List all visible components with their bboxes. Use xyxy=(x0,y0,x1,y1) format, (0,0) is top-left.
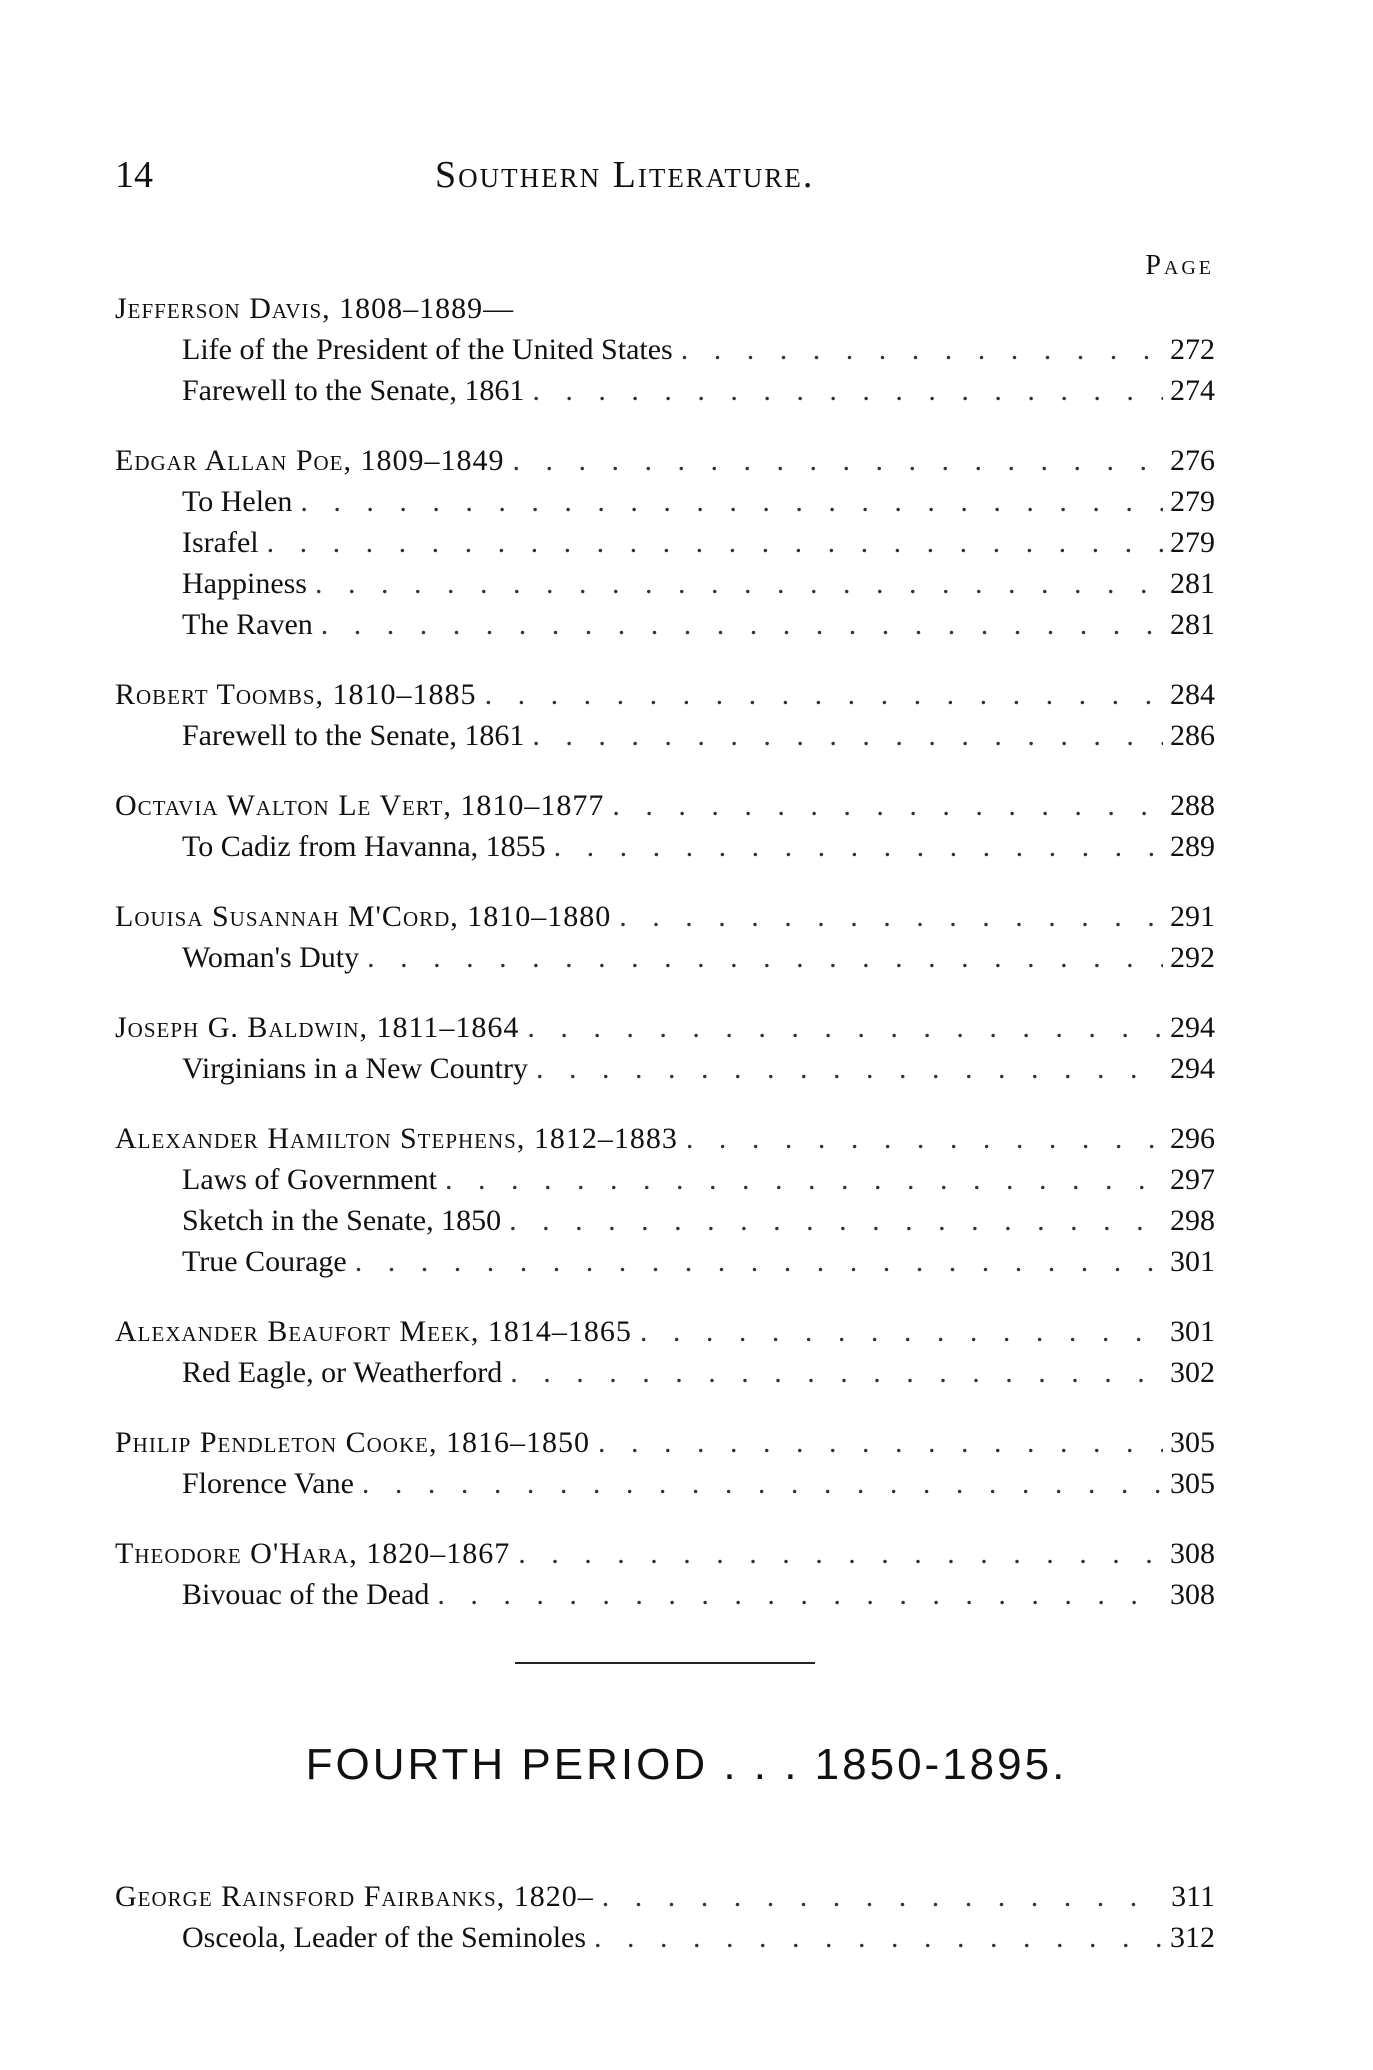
toc-author: Alexander Beaufort Meek, 1814–1865 xyxy=(115,1315,632,1348)
toc-entry xyxy=(115,674,1215,756)
toc-entry xyxy=(115,1876,1215,1958)
dot-leader xyxy=(354,1463,1163,1504)
toc-author-line xyxy=(115,1118,1215,1159)
toc-author: Theodore O'Hara, 1820–1867 xyxy=(115,1537,511,1570)
dot-leader xyxy=(313,604,1163,645)
toc-work-title: Osceola, Leader of the Seminoles xyxy=(182,1921,587,1954)
toc-page-number: 284 xyxy=(1170,678,1215,711)
toc-author-line xyxy=(115,288,1215,329)
dot-leader xyxy=(347,1241,1163,1282)
toc-work-title: Farewell to the Senate, 1861 xyxy=(182,719,525,752)
toc-work-line xyxy=(115,937,1215,978)
toc-author: George Rainsford Fairbanks, 1820– xyxy=(115,1880,594,1913)
toc-page-number: 279 xyxy=(1170,526,1215,559)
toc-work-line xyxy=(115,604,1215,645)
dot-leader xyxy=(510,1533,1163,1574)
toc-work-title: Israfel xyxy=(182,526,259,559)
toc-page-number: 294 xyxy=(1170,1011,1215,1044)
dot-leader xyxy=(292,481,1163,522)
toc-author-line xyxy=(115,1422,1215,1463)
toc-work-line xyxy=(115,1574,1215,1615)
toc-work-line xyxy=(115,1048,1215,1089)
toc-work-title: The Raven xyxy=(182,608,313,641)
toc-work-title: Life of the President of the United States xyxy=(182,333,673,366)
period-heading: FOURTH PERIOD . . . 1850-1895. xyxy=(305,1740,1068,1789)
toc-author-line xyxy=(115,896,1215,937)
table-of-contents xyxy=(115,288,1215,1644)
toc-author: Joseph G. Baldwin, 1811–1864 xyxy=(115,1011,520,1044)
toc-work-line xyxy=(115,826,1215,867)
toc-page-number: 288 xyxy=(1170,789,1215,822)
toc-page-number: 279 xyxy=(1170,485,1215,518)
dot-leader xyxy=(678,1118,1163,1159)
toc-author-line xyxy=(115,785,1215,826)
toc-page-number: 297 xyxy=(1170,1163,1215,1196)
dot-leader xyxy=(673,329,1163,370)
toc-work-title: True Courage xyxy=(182,1245,347,1278)
dot-leader xyxy=(594,1876,1163,1917)
dot-leader xyxy=(519,1007,1163,1048)
toc-page-number: 281 xyxy=(1170,567,1215,600)
table-of-contents-fourth-period xyxy=(115,1876,1215,1987)
toc-author-line xyxy=(115,1876,1215,1917)
toc-page-number: 301 xyxy=(1170,1245,1215,1278)
toc-entry xyxy=(115,1533,1215,1615)
toc-page-number: 311 xyxy=(1171,1880,1215,1913)
toc-page-number: 286 xyxy=(1170,719,1215,752)
dot-leader xyxy=(546,826,1163,867)
toc-work-title: Florence Vane xyxy=(182,1467,354,1500)
toc-author: Robert Toombs, 1810–1885 xyxy=(115,678,477,711)
toc-entry xyxy=(115,896,1215,978)
toc-work-line xyxy=(115,329,1215,370)
toc-page-number: 305 xyxy=(1170,1467,1215,1500)
toc-author-line xyxy=(115,674,1215,715)
running-title: Southern Literature. xyxy=(435,154,815,196)
toc-work-line xyxy=(115,1200,1215,1241)
dot-leader xyxy=(477,674,1163,715)
dot-leader xyxy=(604,785,1163,826)
toc-work-title: To Helen xyxy=(182,485,293,518)
toc-author: Philip Pendleton Cooke, 1816–1850 xyxy=(115,1426,590,1459)
toc-page-number: 272 xyxy=(1170,333,1215,366)
toc-entry xyxy=(115,785,1215,867)
toc-page-number: 305 xyxy=(1170,1426,1215,1459)
dot-leader xyxy=(524,715,1163,756)
dot-leader xyxy=(611,896,1163,937)
dot-leader xyxy=(586,1917,1163,1958)
toc-page-number: 301 xyxy=(1170,1315,1215,1348)
dot-leader xyxy=(437,1159,1163,1200)
toc-entry xyxy=(115,1118,1215,1282)
toc-work-line xyxy=(115,563,1215,604)
toc-work-line xyxy=(115,481,1215,522)
toc-page-number: 298 xyxy=(1170,1204,1215,1237)
page-column-label: Page xyxy=(1145,250,1214,281)
dot-leader xyxy=(528,1048,1163,1089)
toc-page-number: 281 xyxy=(1170,608,1215,641)
dot-leader xyxy=(259,522,1163,563)
toc-work-line xyxy=(115,1352,1215,1393)
toc-work-title: Sketch in the Senate, 1850 xyxy=(182,1204,502,1237)
toc-work-line xyxy=(115,522,1215,563)
dot-leader xyxy=(501,1200,1163,1241)
toc-work-line xyxy=(115,1463,1215,1504)
toc-work-line xyxy=(115,1159,1215,1200)
toc-page-number: 291 xyxy=(1170,900,1215,933)
toc-entry xyxy=(115,1311,1215,1393)
toc-work-title: Virginians in a New Country xyxy=(182,1052,528,1085)
toc-author: Alexander Hamilton Stephens, 1812–1883 xyxy=(115,1122,678,1155)
toc-page-number: 289 xyxy=(1170,830,1215,863)
toc-work-title: To Cadiz from Havanna, 1855 xyxy=(182,830,546,863)
page-number: 14 xyxy=(115,154,153,196)
toc-work-title: Red Eagle, or Weatherford xyxy=(182,1356,503,1389)
toc-author-line xyxy=(115,1533,1215,1574)
dot-leader xyxy=(502,1352,1163,1393)
toc-work-line xyxy=(115,1917,1215,1958)
toc-entry xyxy=(115,440,1215,645)
dot-leader xyxy=(632,1311,1163,1352)
toc-page-number: 308 xyxy=(1170,1537,1215,1570)
toc-work-line xyxy=(115,715,1215,756)
toc-work-title: Woman's Duty xyxy=(182,941,360,974)
toc-entry xyxy=(115,1422,1215,1504)
section-divider xyxy=(515,1662,815,1664)
dot-leader xyxy=(359,937,1163,978)
toc-author: Edgar Allan Poe, 1809–1849 xyxy=(115,444,505,477)
toc-page-number: 302 xyxy=(1170,1356,1215,1389)
dot-leader xyxy=(524,370,1163,411)
toc-entry xyxy=(115,288,1215,411)
toc-page-number: 312 xyxy=(1170,1921,1215,1954)
toc-work-title: Bivouac of the Dead xyxy=(182,1578,430,1611)
dot-leader xyxy=(590,1422,1163,1463)
toc-page-number: 274 xyxy=(1170,374,1215,407)
toc-author-line xyxy=(115,440,1215,481)
dot-leader xyxy=(505,440,1163,481)
toc-author: Jefferson Davis, 1808–1889— xyxy=(115,292,515,325)
toc-work-title: Happiness xyxy=(182,567,307,600)
toc-page-number: 292 xyxy=(1170,941,1215,974)
toc-work-title: Laws of Government xyxy=(182,1163,437,1196)
toc-work-title: Farewell to the Senate, 1861 xyxy=(182,374,525,407)
dot-leader xyxy=(429,1574,1163,1615)
toc-author: Octavia Walton Le Vert, 1810–1877 xyxy=(115,789,605,822)
toc-page-number: 276 xyxy=(1170,444,1215,477)
toc-entry xyxy=(115,1007,1215,1089)
dot-leader xyxy=(307,563,1163,604)
toc-author-line xyxy=(115,1311,1215,1352)
toc-page-number: 308 xyxy=(1170,1578,1215,1611)
toc-work-line xyxy=(115,1241,1215,1282)
toc-author-line xyxy=(115,1007,1215,1048)
toc-page-number: 296 xyxy=(1170,1122,1215,1155)
toc-page-number: 294 xyxy=(1170,1052,1215,1085)
toc-work-line xyxy=(115,370,1215,411)
toc-author: Louisa Susannah M'Cord, 1810–1880 xyxy=(115,900,612,933)
